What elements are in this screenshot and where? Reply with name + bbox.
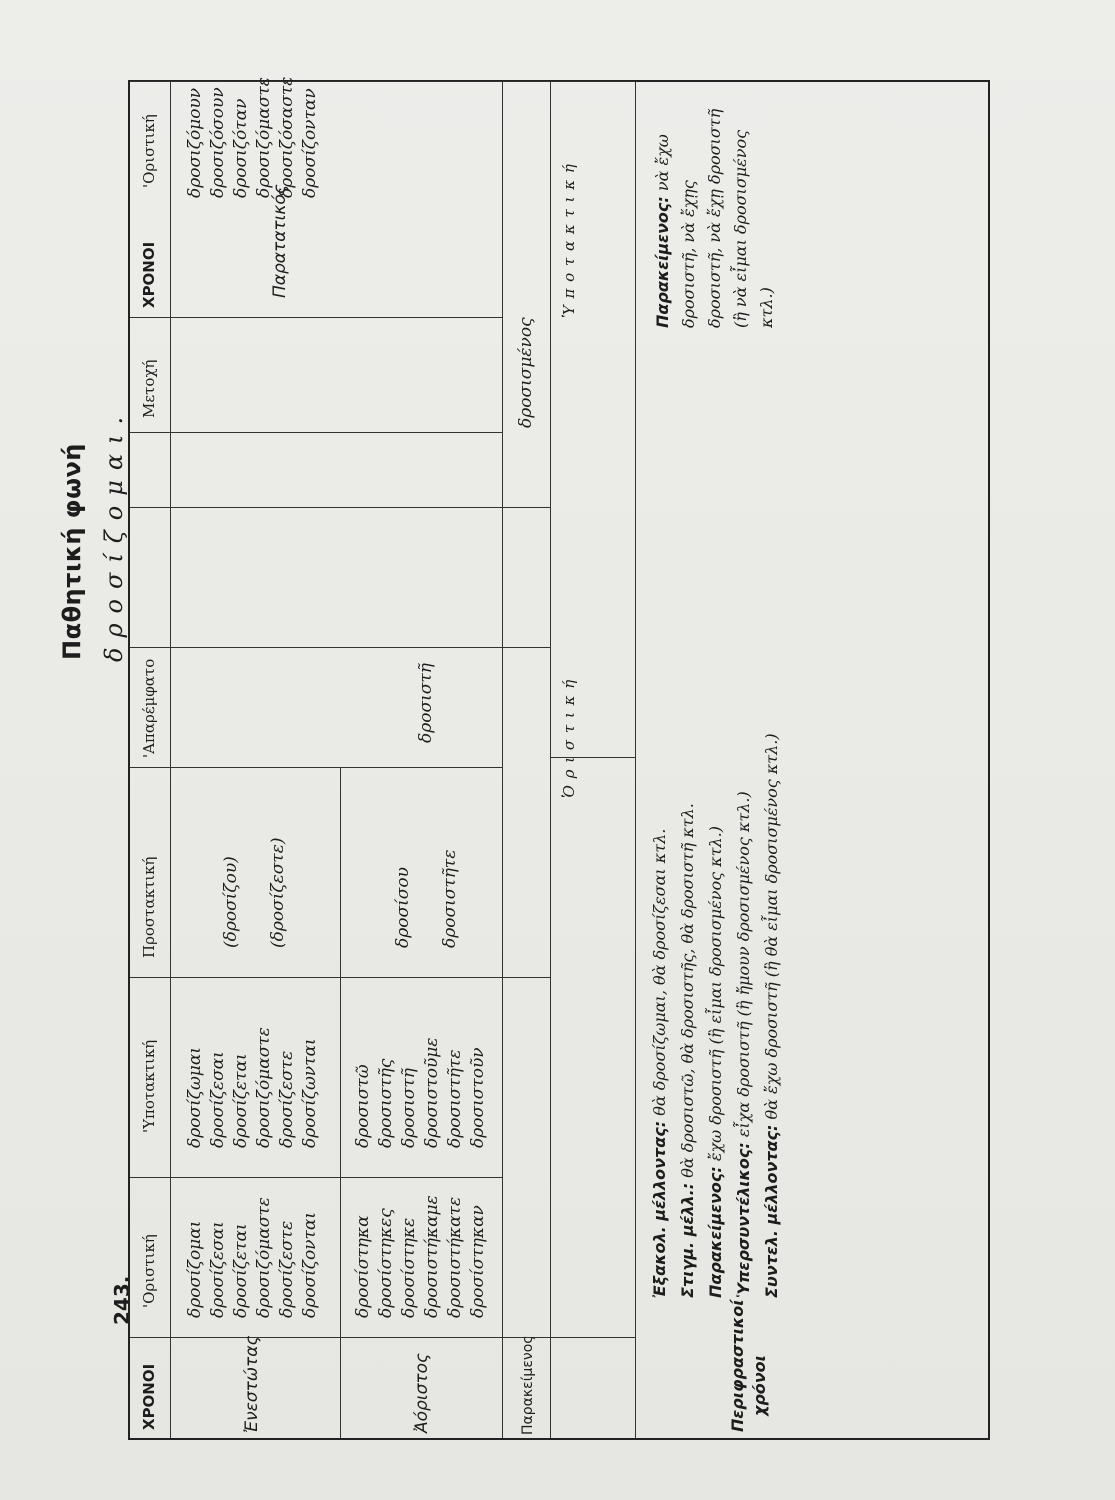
form: δροσιζόμουν — [185, 87, 205, 198]
periphrastic-line-3 — [706, 826, 725, 1298]
periphrastic-oristiki-header: Ὁ ρ ι σ τ ι κ ή — [560, 678, 578, 798]
form: δροσίζεται — [231, 1053, 251, 1148]
enestotas-oristiki — [184, 1197, 322, 1318]
aoristos-ypotaktiki — [352, 1038, 490, 1148]
col-rule-3 — [130, 767, 502, 768]
periphrastic-line-5 — [762, 733, 781, 1298]
form: δροσίζεστε — [277, 1220, 297, 1318]
form: δροσιζόσαστε — [277, 76, 297, 198]
col-rule-1 — [130, 1177, 502, 1178]
line-text: ἔχω δροσιστῆ (ἢ εἶμαι δροσισμένος κτλ.) — [706, 826, 725, 1162]
header-aparemfato: 'Απαρέμφατο — [140, 658, 158, 758]
row-rule-4 — [635, 82, 636, 1438]
header-metochi: Μετοχή — [140, 359, 158, 418]
form: (δροσίζου) — [221, 856, 241, 948]
line-label: Παρακείμενος: — [706, 1166, 725, 1298]
form: δροσιστῆ — [416, 663, 436, 743]
periphrastic-line-4 — [734, 791, 753, 1298]
aoristos-aparemfato — [415, 663, 438, 743]
periphrastic-line-1 — [650, 829, 669, 1298]
enestotas-ypotaktiki — [184, 1027, 322, 1148]
line-text: νὰ ἔχω δροσιστῆ, νὰ ἔχῃς δροσιστῆ, νὰ ἔχῃ δροσιστῆ (ἢ νὰ εἶμαι δροσισμένος κτλ.) — [653, 108, 776, 328]
aoristos-oristiki — [352, 1195, 490, 1318]
form: δροσίζωνται — [300, 1038, 320, 1148]
header-prostaktiki: Προστακτική — [140, 856, 158, 958]
header-chronoi-2: ΧΡΟΝΟΙ — [140, 241, 158, 308]
form: δροσιστοῦμε — [422, 1037, 442, 1148]
form: δροσίστηκα — [353, 1215, 373, 1318]
form: δροσιστῶ — [353, 1064, 373, 1148]
form: δροσίζεσαι — [208, 1221, 228, 1318]
form: δροσίζωμαι — [185, 1046, 205, 1148]
form: δροσισμένος — [516, 317, 536, 428]
line-label: Συντελ. μέλλοντας: — [762, 1124, 781, 1298]
line-label: Ὑπερσυντέλικος: — [734, 1142, 753, 1298]
section-title: Παθητική φωνή — [58, 443, 86, 660]
row-label-paratatikos: Παρατατικός — [270, 184, 290, 298]
col-rule-5 — [130, 507, 550, 508]
header-oristiki-2: 'Οριστική — [140, 114, 158, 188]
form: (δροσίζεστε) — [268, 837, 288, 948]
col-rule-4 — [130, 647, 550, 648]
row-label-aoristos: Ἀόριστος — [412, 1353, 432, 1433]
periphrastic-label-1: Περιφραστικοί — [728, 1299, 747, 1432]
line-label: Παρακείμενος: — [653, 196, 672, 328]
form: δροσιστοῦν — [468, 1047, 488, 1148]
form: δροσίσου — [393, 867, 413, 948]
form: δροσιστῆτε — [440, 849, 460, 948]
form: δροσίζεσαι — [208, 1051, 228, 1148]
enestotas-prostaktiki — [220, 838, 290, 948]
form: δροσιζόταν — [231, 98, 251, 198]
periphrastic-label-2: χρόνοι — [750, 1355, 769, 1416]
line-label: Ἐξακολ. μέλλοντας: — [650, 1120, 669, 1298]
form: δροσιστῆς — [376, 1058, 396, 1148]
form: δροσιστῆτε — [445, 1049, 465, 1148]
paratatikos-oristiki — [184, 77, 322, 198]
form: δροσιζόσουν — [208, 87, 228, 198]
col-rule-6 — [130, 432, 502, 433]
page-number: 243. — [110, 1275, 134, 1325]
form: δροσιζόμαστε — [254, 1027, 274, 1148]
form: δροσιζόμαστε — [254, 77, 274, 198]
form: δροσίζεστε — [277, 1050, 297, 1148]
form: δροσιστήκατε — [445, 1196, 465, 1318]
form: δροσίζομαι — [185, 1220, 205, 1318]
line-text: θὰ ἔχω δροσιστῆ (ἢ θὰ εἶμαι δροσισμένος κτλ.) — [762, 733, 781, 1120]
row-rule-3 — [550, 82, 551, 1438]
conjugation-table — [128, 76, 990, 1440]
periphrastic-ypotaktiki-header: Ὑ π ο τ α κ τ ι κ ή — [560, 163, 578, 318]
form: δροσιζόμαστε — [254, 1197, 274, 1318]
row-label-enestotas: Ἐνεστώτας — [242, 1335, 262, 1433]
form: δροσίζονταν — [300, 88, 320, 198]
periphrastic-ypotaktiki-block — [650, 98, 780, 328]
header-ypotaktiki: 'Υποτακτική — [140, 1039, 158, 1133]
row-label-parakeimenos: Παρακείμενος — [520, 1335, 536, 1435]
form: δροσίστηκε — [399, 1217, 419, 1318]
form: δροσίστηκαν — [468, 1205, 488, 1318]
header-chronoi: ΧΡΟΝΟΙ — [140, 1363, 158, 1430]
header-rule — [170, 82, 171, 1438]
verb-title: δροσίζομαι. — [100, 406, 128, 662]
line-text: εἶχα δροσιστῆ (ἢ ἤμουν δροσισμένος κτλ.) — [734, 791, 753, 1138]
form: δροσίζεται — [231, 1223, 251, 1318]
line-text: θὰ δροσιστῶ, θὰ δροσιστῆς, θὰ δροσιστῆ κτλ. — [678, 803, 697, 1178]
form: δροσίστηκες — [376, 1208, 396, 1318]
col-rule-label — [130, 1337, 635, 1338]
periphrastic-line-2 — [678, 803, 697, 1298]
line-label: Στιγμ. μέλλ.: — [678, 1182, 697, 1298]
header-oristiki: 'Οριστική — [140, 1234, 158, 1308]
form: δροσιστῆ — [399, 1068, 419, 1148]
row-rule-2b — [502, 82, 503, 508]
form: δροσιστήκαμε — [422, 1195, 442, 1318]
col-rule-2 — [130, 977, 550, 978]
form: δροσίζονται — [300, 1211, 320, 1318]
parakeimenos-metochi — [515, 317, 538, 428]
aoristos-prostaktiki — [392, 850, 462, 948]
line-text: θὰ δροσίζωμαι, θὰ δροσίζεσαι κτλ. — [650, 828, 669, 1116]
col-rule-7 — [130, 317, 502, 318]
